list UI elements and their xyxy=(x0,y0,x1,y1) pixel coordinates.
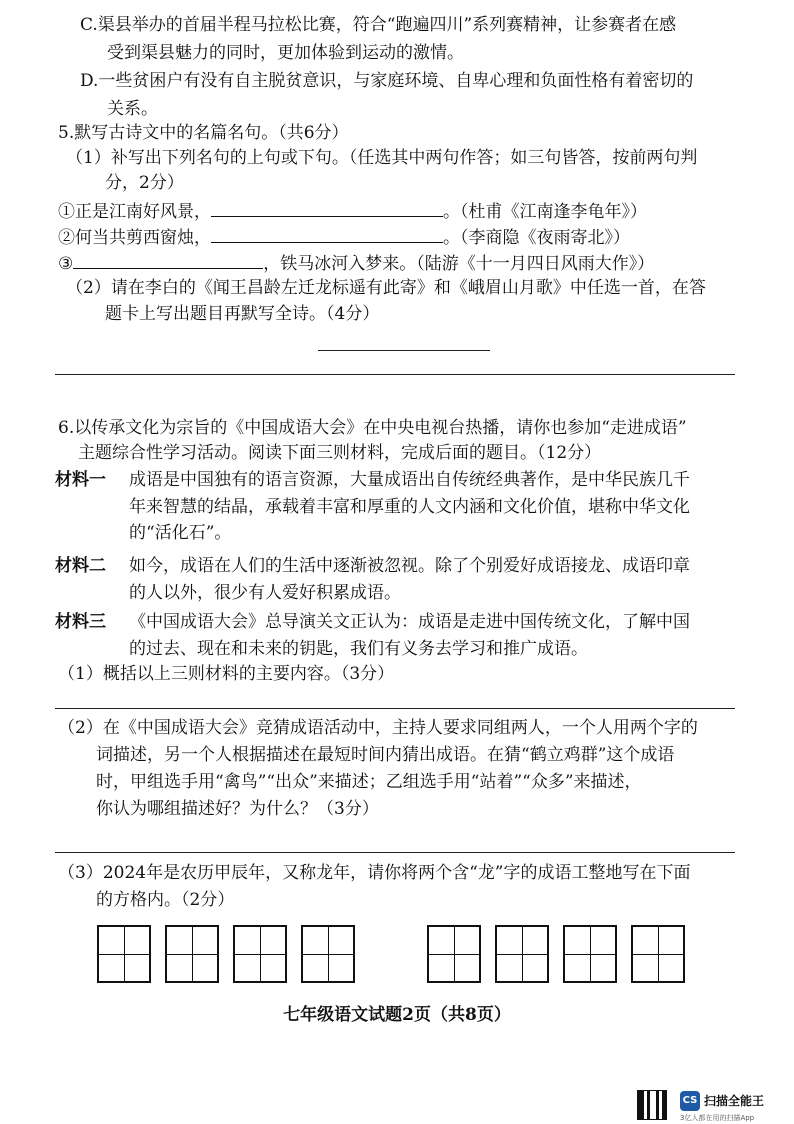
q5-part1-line1: （1）补写出下列名句的上句或下句。（任选其中两句作答；如三句皆答，按前两句判 xyxy=(66,148,698,168)
q6-sub2-line: 词描述，另一个人根据描述在最短时间内猜出成语。在猜“鹤立鸡群”这个成语 xyxy=(96,745,675,765)
writing-cell[interactable] xyxy=(97,925,151,983)
material-3-line: 的过去、现在和未来的钥匙，我们有义务去学习和推广成语。 xyxy=(129,639,588,659)
q6-sub3-line: 的方格内。（2分） xyxy=(96,890,235,910)
option-d-line2: 关系。 xyxy=(107,99,158,119)
material-2-label: 材料二 xyxy=(55,556,106,576)
writing-cell[interactable] xyxy=(495,925,549,983)
writing-cell[interactable] xyxy=(427,925,481,983)
q5-item1-answer-blank[interactable] xyxy=(211,198,443,217)
scanner-app-tagline: 3亿人都在用的扫描App xyxy=(680,1114,755,1122)
material-3-line: 《中国成语大会》总导演关文正认为：成语是走进中国传统文化，了解中国 xyxy=(129,612,690,632)
q5-item1-pre: ①正是江南好风景， xyxy=(58,202,211,222)
q6-sub2-line: 你认为哪组描述好？为什么？（3分） xyxy=(96,799,379,819)
q6-title-line2: 主题综合性学习活动。阅读下面三则材料，完成后面的题目。（12分） xyxy=(78,443,602,463)
writing-cell[interactable] xyxy=(165,925,219,983)
q5-item3-pre: ③ xyxy=(58,254,74,274)
q6-sub2-answer-line[interactable] xyxy=(55,852,735,853)
material-2-line: 的人以外，很少有人爱好积累成语。 xyxy=(129,583,401,603)
q5-part2-line2: 题卡上写出题目再默写全诗。（4分） xyxy=(105,304,380,324)
q5-item3-post: ，铁马冰河入梦来。（陆游《十一月四日风雨大作》） xyxy=(263,254,655,274)
option-d-line1: D.一些贫困户有没有自主脱贫意识，与家庭环境、自卑心理和负面性格有着密切的 xyxy=(80,71,694,91)
q5-title: 5.默写古诗文中的名篇名句。（共6分） xyxy=(58,123,349,143)
q6-sub2-line: （2）在《中国成语大会》竞猜成语活动中，主持人要求同组两人，一个人用两个字的 xyxy=(58,718,698,738)
writing-cell[interactable] xyxy=(631,925,685,983)
q5-part1-line2: 分，2分） xyxy=(105,173,184,193)
q5-item2-post: 。（李商隐《夜雨寄北》） xyxy=(443,228,630,248)
qr-code-icon xyxy=(637,1090,667,1120)
page-footer: 七年级语文试题2页（共8页） xyxy=(283,1005,511,1025)
material-3-label: 材料三 xyxy=(55,612,106,632)
writing-cell[interactable] xyxy=(301,925,355,983)
q6-sub2-line: 时，甲组选手用“禽鸟”“出众”来描述；乙组选手用“站着”“众多”来描述， xyxy=(96,772,642,792)
writing-cell[interactable] xyxy=(233,925,287,983)
q6-sub3-line: （3）2024年是农历甲辰年，又称龙年，请你将两个含“龙”字的成语工整地写在下面 xyxy=(58,863,691,883)
q6-sub1: （1）概括以上三则材料的主要内容。（3分） xyxy=(58,664,395,684)
material-1-label: 材料一 xyxy=(55,470,106,490)
material-1-line: 年来智慧的结晶，承载着丰富和厚重的人文内涵和文化价值，堪称中华文化 xyxy=(129,497,690,517)
q5-item1 xyxy=(58,198,647,223)
q6-title-line1: 6.以传承文化为宗旨的《中国成语大会》在中央电视台热播，请你也参加“走进成语” xyxy=(58,418,687,438)
material-1-line: 成语是中国独有的语言资源，大量成语出自传统经典著作，是中华民族几千 xyxy=(129,470,690,490)
q5-item2-answer-blank[interactable] xyxy=(211,224,443,243)
scanner-app-name: 扫描全能王 xyxy=(704,1094,765,1108)
q5-item3 xyxy=(58,250,654,275)
writing-cell[interactable] xyxy=(563,925,617,983)
q5-item1-post: 。（杜甫《江南逢李龟年》） xyxy=(443,202,647,222)
q5-item3-answer-blank[interactable] xyxy=(73,250,263,269)
q5-item2 xyxy=(58,224,630,249)
camscanner-logo-icon: CS xyxy=(680,1091,700,1111)
q5-part2-line1: （2）请在李白的《闻王昌龄左迁龙标遥有此寄》和《峨眉山月歌》中任选一首，在答 xyxy=(66,278,706,298)
material-1-line: 的“活化石”。 xyxy=(129,523,232,543)
q5-answer-line[interactable] xyxy=(55,374,735,375)
q5-item2-pre: ②何当共剪西窗烛， xyxy=(58,228,211,248)
material-2-line: 如今，成语在人们的生活中逐渐被忽视。除了个别爱好成语接龙、成语印章 xyxy=(129,556,690,576)
option-c-line2: 受到渠县魅力的同时，更加体验到运动的激情。 xyxy=(107,43,464,63)
option-c-line1: C.渠县举办的首届半程马拉松比赛，符合“跑遍四川”系列赛精神，让参赛者在感 xyxy=(80,15,677,35)
idiom-writing-grid xyxy=(97,925,737,987)
q5-short-answer-line[interactable] xyxy=(318,350,490,351)
q6-sub1-answer-line[interactable] xyxy=(55,708,735,709)
